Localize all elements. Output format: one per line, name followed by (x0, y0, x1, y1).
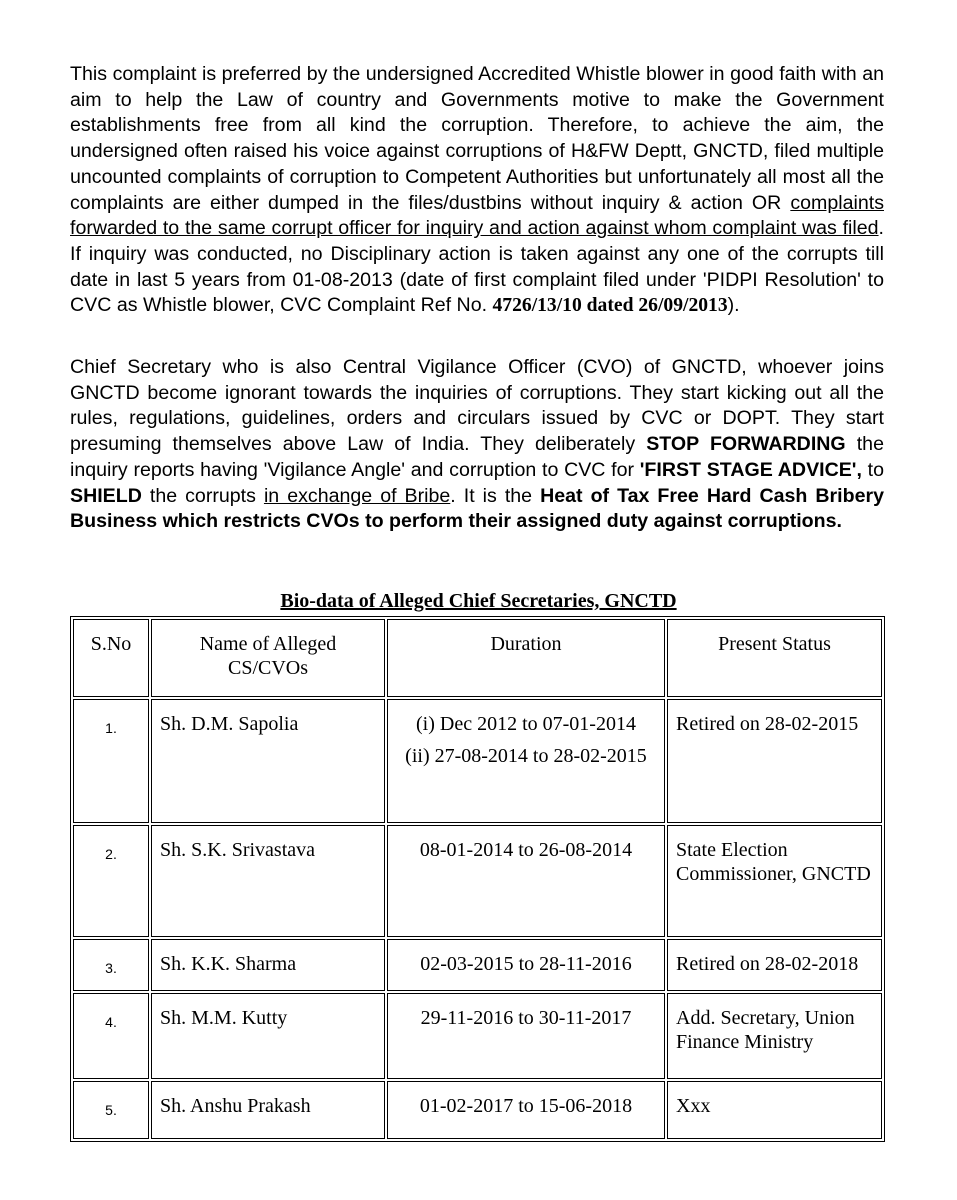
cell-duration (387, 699, 665, 823)
cell-duration (387, 825, 665, 937)
text-segment: . If inquiry was conducted, no Disciplinary action is taken against any one of the corrupts till date in last 5 years from 01-08-2013 (date of first complaint filed under 'PIDPI Resolution' to CVC as Whistle blower, CVC Complaint Ref No. (70, 217, 884, 317)
text-segment: 4726/13/10 dated 26/09/2013 (492, 295, 728, 317)
text-segment: 'FIRST STAGE ADVICE', (639, 458, 862, 481)
table-row (73, 699, 882, 823)
duration-period: (ii) 27-08-2014 to 28-02-2015 (405, 745, 647, 767)
cell-status: Add. Secretary, Union Finance Ministry (667, 993, 882, 1079)
cell-duration (387, 939, 665, 991)
cell-sno: 5. (73, 1081, 149, 1139)
cell-status: Retired on 28-02-2015 (667, 699, 882, 823)
cell-status: Retired on 28-02-2018 (667, 939, 882, 991)
text-segment: the corrupts (141, 484, 264, 507)
duration-period: 02-03-2015 to 28-11-2016 (420, 953, 632, 975)
cell-name: Sh. D.M. Sapolia (151, 699, 385, 823)
text-segment: SHIELD (70, 484, 142, 507)
cell-status: Xxx (667, 1081, 882, 1139)
cell-sno: 2. (73, 825, 149, 937)
table-row (73, 1081, 882, 1139)
biodata-table (70, 616, 885, 1142)
text-segment: to (861, 458, 884, 481)
duration-period: (i) Dec 2012 to 07-01-2014 (416, 713, 636, 735)
duration-period: 01-02-2017 to 15-06-2018 (419, 1095, 633, 1117)
text-segment: . It is the (450, 484, 541, 507)
cvo-paragraph (70, 355, 884, 535)
cell-duration (387, 993, 665, 1079)
cell-sno: 1. (73, 699, 149, 823)
cell-sno: 4. (73, 993, 149, 1079)
header-status: Present Status (667, 619, 882, 697)
text-segment: ). (727, 294, 740, 317)
text-segment: Heat of Tax Free Hard Cash Bribery Business which restricts CVOs to perform their assigned duty against corruptions. (70, 484, 885, 533)
table-header-row (73, 619, 882, 697)
header-duration: Duration (387, 619, 665, 697)
header-sno: S.No (73, 619, 149, 697)
table-row (73, 825, 882, 937)
cell-name: Sh. K.K. Sharma (151, 939, 385, 991)
cell-name: Sh. Anshu Prakash (151, 1081, 385, 1139)
header-name: Name of Alleged CS/CVOs (151, 619, 385, 697)
text-segment: Chief Secretary who is also Central Vigilance Officer (CVO) of GNCTD, whoever joins GNCTD become ignorant towards the inquiries of corruptions. They start kicking out all the rules, regulations, guidelines, orders and circulars issued by CVC or DOPT. They start presuming themselves above Law of India. They deliberately (70, 356, 884, 456)
text-segment: in exchange of Bribe (263, 484, 451, 507)
cell-name: Sh. S.K. Srivastava (151, 825, 385, 937)
duration-period: 29-11-2016 to 30-11-2017 (420, 1007, 632, 1029)
cell-status: State Election Commissioner, GNCTD (667, 825, 882, 937)
table-row (73, 939, 882, 991)
table-title: Bio-data of Alleged Chief Secretaries, GNCTD (280, 590, 677, 612)
duration-period: 08-01-2014 to 26-08-2014 (419, 839, 633, 861)
table-row (73, 993, 882, 1079)
cell-duration (387, 1081, 665, 1139)
complaint-paragraph (70, 62, 884, 319)
cell-name: Sh. M.M. Kutty (151, 993, 385, 1079)
text-segment: the inquiry reports having 'Vigilance Angle' and corruption to CVC for (70, 433, 884, 481)
cell-sno: 3. (73, 939, 149, 991)
text-segment: STOP FORWARDING (646, 433, 846, 456)
text-segment: This complaint is preferred by the undersigned Accredited Whistle blower in good faith with an aim to help the Law of country and Governments motive to make the Government establishments free from all kind the corruption. Therefore, to achieve the aim, the undersigned often raised his voice against corruptions of H&FW Deptt, GNCTD, filed multiple uncounted complaints of corruption to Competent Authorities but unfortunately all most all the complaints are either dumped in the files/dustbins without inquiry & action OR (70, 63, 884, 214)
text-segment: complaints forwarded to the same corrupt officer for inquiry and action against whom complaint was filed (70, 191, 884, 240)
